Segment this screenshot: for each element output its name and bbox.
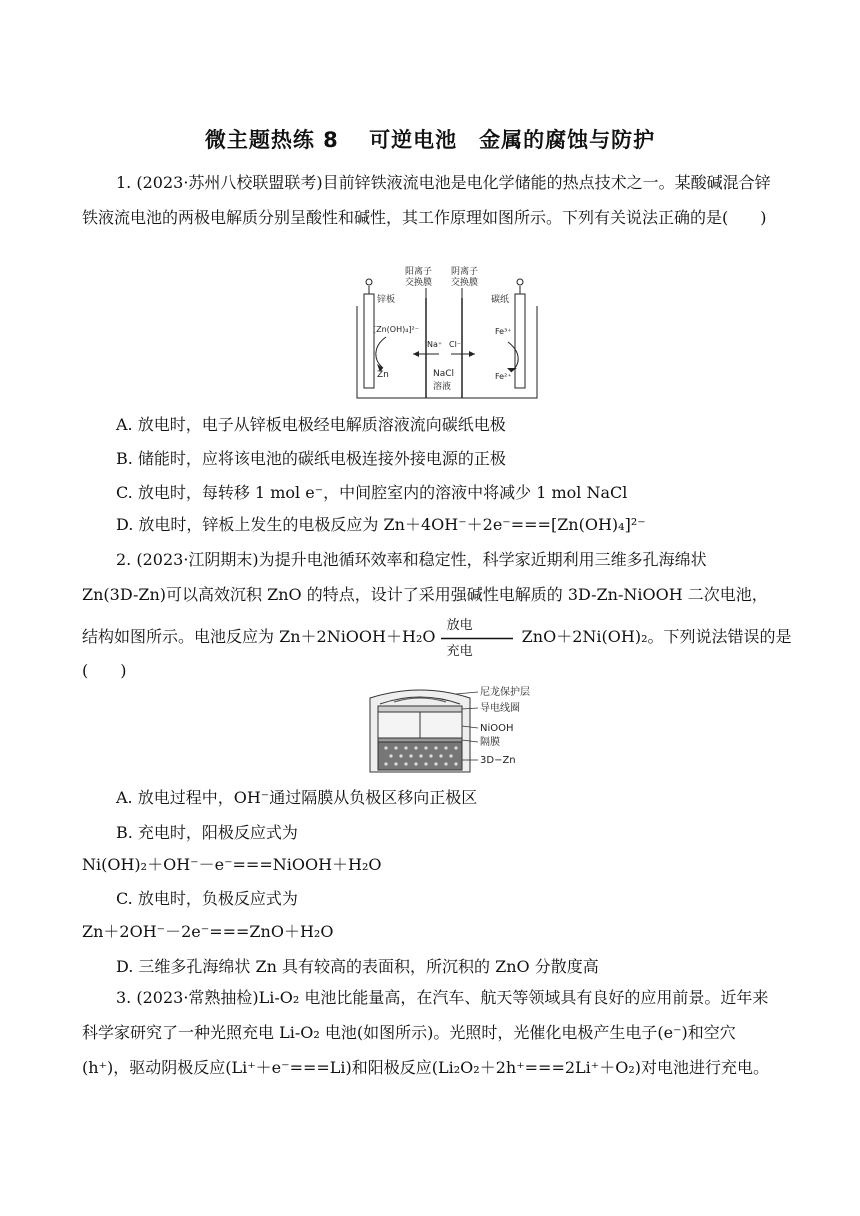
fe2-label: Fe²⁺: [495, 372, 512, 381]
reversible-arrow: [441, 617, 517, 659]
zinc-label: Zn: [377, 370, 389, 380]
page-title: 微主题热练 8 可逆电池 金属的腐蚀与防护: [204, 128, 656, 152]
zinc-iron-flow-battery-figure: [355, 264, 540, 400]
question-2-stem-line-3: [82, 617, 792, 659]
3d-zn-label: 3D−Zn: [480, 755, 516, 766]
sodium-ion-label: Na⁺: [427, 340, 443, 349]
anion-membrane-label: 阴离子: [451, 267, 479, 277]
question-1-option-c: C. 放电时，每转移 1 mol e⁻，中间腔室内的溶液中将减少 1 mol NaCl: [116, 483, 628, 502]
3d-zn-niooh-battery-figure: [366, 684, 546, 776]
question-2-option-b: B. 充电时，阳极反应式为: [116, 823, 298, 842]
question-2-stem-line-2: Zn(3D-Zn)可以高效沉积 ZnO 的特点，设计了采用强碱性电解质的 3D-Zn-NiOOH 二次电池，: [82, 585, 768, 604]
question-2-option-a: A. 放电过程中，OH⁻通过隔膜从负极区移向正极区: [116, 788, 478, 807]
anion-membrane-label-2: 交换膜: [451, 278, 479, 288]
zinc-plate-label: 锌板: [377, 295, 396, 305]
question-2-stem-line-4: ( ): [82, 661, 127, 680]
cation-membrane-label: 阳离子: [405, 267, 433, 277]
solution-label: 溶液: [433, 382, 452, 392]
coil-label: 导电线圈: [480, 703, 520, 714]
chloride-ion-label: Cl⁻: [449, 340, 462, 349]
nylon-layer-label: 尼龙保护层: [480, 687, 530, 698]
question-2-option-c-equation: Zn＋2OH⁻－2e⁻===ZnO＋H₂O: [82, 922, 334, 941]
question-2-option-c: C. 放电时，负极反应式为: [116, 889, 298, 908]
question-3-stem: 3. (2023·常熟抽检)Li-O₂ 电池比能量高，在汽车、航天等领域具有良好的应用前景。近年来科学家研究了一种光照充电 Li-O₂ 电池(如图所示)。光照时，光催化电极产生电子(e⁻)和空穴(h⁺)，驱动阴极反应(Li⁺＋e⁻===Li)和阳极反应(Li₂O₂＋2h⁺===2Li⁺＋O₂)对电池进行充电。: [82, 988, 770, 1077]
nacl-label: NaCl: [433, 369, 455, 379]
question-2-stem-line-1: 2. (2023·江阴期末)为提升电池循环效率和稳定性，科学家近期利用三维多孔海绵状: [116, 550, 707, 569]
question-2-option-d: D. 三维多孔海绵状 Zn 具有较高的表面积，所沉积的 ZnO 分散度高: [116, 957, 599, 976]
reaction-left: 结构如图所示。电池反应为 Zn＋2NiOOH＋H₂O: [82, 627, 436, 646]
carbon-paper-label: 碳纸: [491, 295, 510, 305]
fe3-label: Fe³⁺: [495, 327, 512, 336]
question-1-option-b: B. 储能时，应将该电池的碳纸电极连接外接电源的正极: [116, 449, 506, 468]
discharge-label: 放电: [446, 617, 473, 633]
question-1-option-a: A. 放电时，电子从锌板电极经电解质溶液流向碳纸电极: [116, 415, 506, 434]
reaction-right: ZnO＋2Ni(OH)₂。下列说法错误的是: [521, 627, 792, 646]
separator-label: 隔膜: [480, 737, 500, 748]
question-1-stem: 1. (2023·苏州八校联盟联考)目前锌铁液流电池是电化学储能的热点技术之一。某酸碱混合锌铁液流电池的两极电解质分别呈酸性和碱性，其工作原理如图所示。下列有关说法正确的是( ): [82, 173, 771, 227]
charge-label: 充电: [446, 643, 473, 659]
question-2-option-b-equation: Ni(OH)₂＋OH⁻－e⁻===NiOOH＋H₂O: [82, 855, 382, 874]
cation-membrane-label-2: 交换膜: [405, 278, 433, 288]
question-1-option-d: D. 放电时，锌板上发生的电极反应为 Zn＋4OH⁻＋2e⁻===[Zn(OH)₄]²⁻: [116, 515, 646, 534]
niooh-label: NiOOH: [480, 723, 514, 734]
zincate-label: [Zn(OH)₄]²⁻: [373, 325, 419, 334]
